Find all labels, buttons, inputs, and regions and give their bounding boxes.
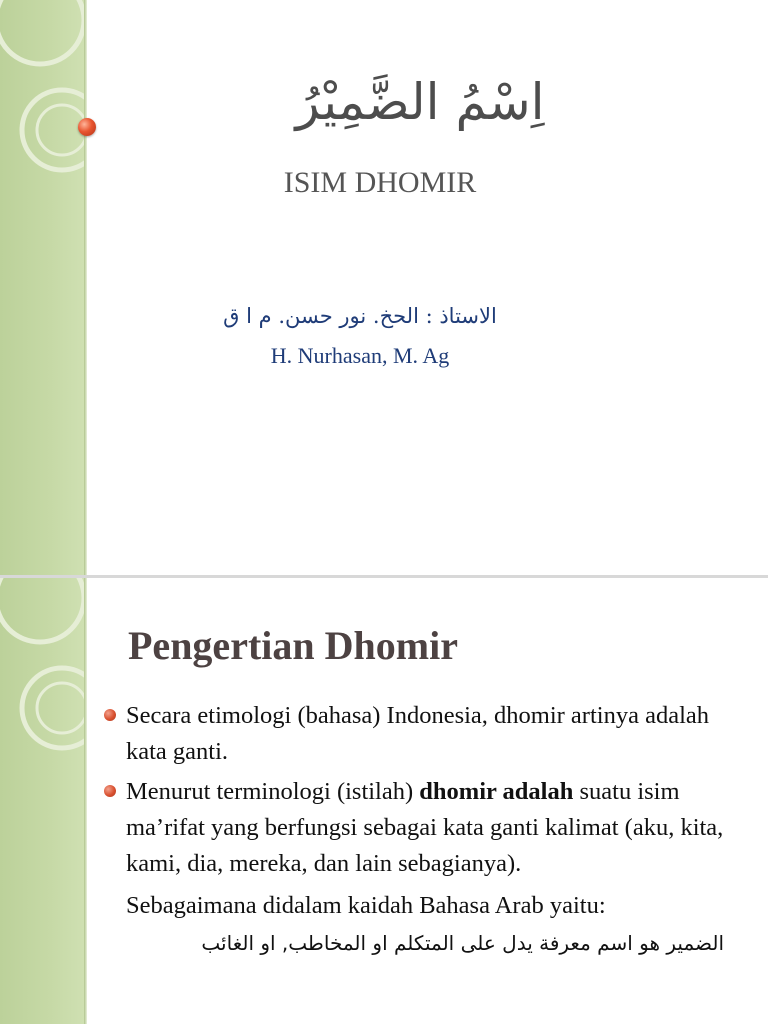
accent-dot [78,118,96,136]
bullet-dot-icon [104,785,116,797]
bullet-text-bold: dhomir adalah [419,778,574,805]
content-slide [0,578,768,1024]
decorative-side-band [0,0,84,575]
bullet-text-pre: Menurut terminologi (istilah) [126,778,420,805]
slide-heading: Pengertian Dhomir [128,623,458,668]
decorative-side-band [0,578,84,1024]
decorative-circles [0,0,84,575]
author-latin: H. Nurhasan, M. Ag [270,343,450,368]
bullet-list [104,698,744,960]
side-band-edge [84,578,87,1024]
bullet-item [104,774,744,882]
decorative-circles [0,578,84,1024]
latin-title: ISIM DHOMIR [283,166,477,199]
arabic-definition: الضمير هو اسم معرفة يدل على المتكلم او المخاطب, او الغائب [201,931,724,955]
bullet-dot-icon [104,709,116,721]
side-band-edge [84,0,87,575]
bullet-text: Secara etimologi (bahasa) Indonesia, dhomir artinya adalah kata ganti. [126,702,710,765]
arabic-title: اِسْمُ الضَّمِيْرُ [295,73,545,131]
author-arabic: الاستاذ : الحخ. نور حسن. م ا ق [223,304,497,328]
bullet-text-post: suatu isim ma’rifat yang berfungsi sebagai kata ganti kalimat (aku, kita, kami, dia, mereka, dan lain sebagianya). [126,778,724,877]
bullet-item [104,698,744,770]
paragraph-text: Sebagaimana didalam kaidah Bahasa Arab yaitu: [126,892,606,919]
